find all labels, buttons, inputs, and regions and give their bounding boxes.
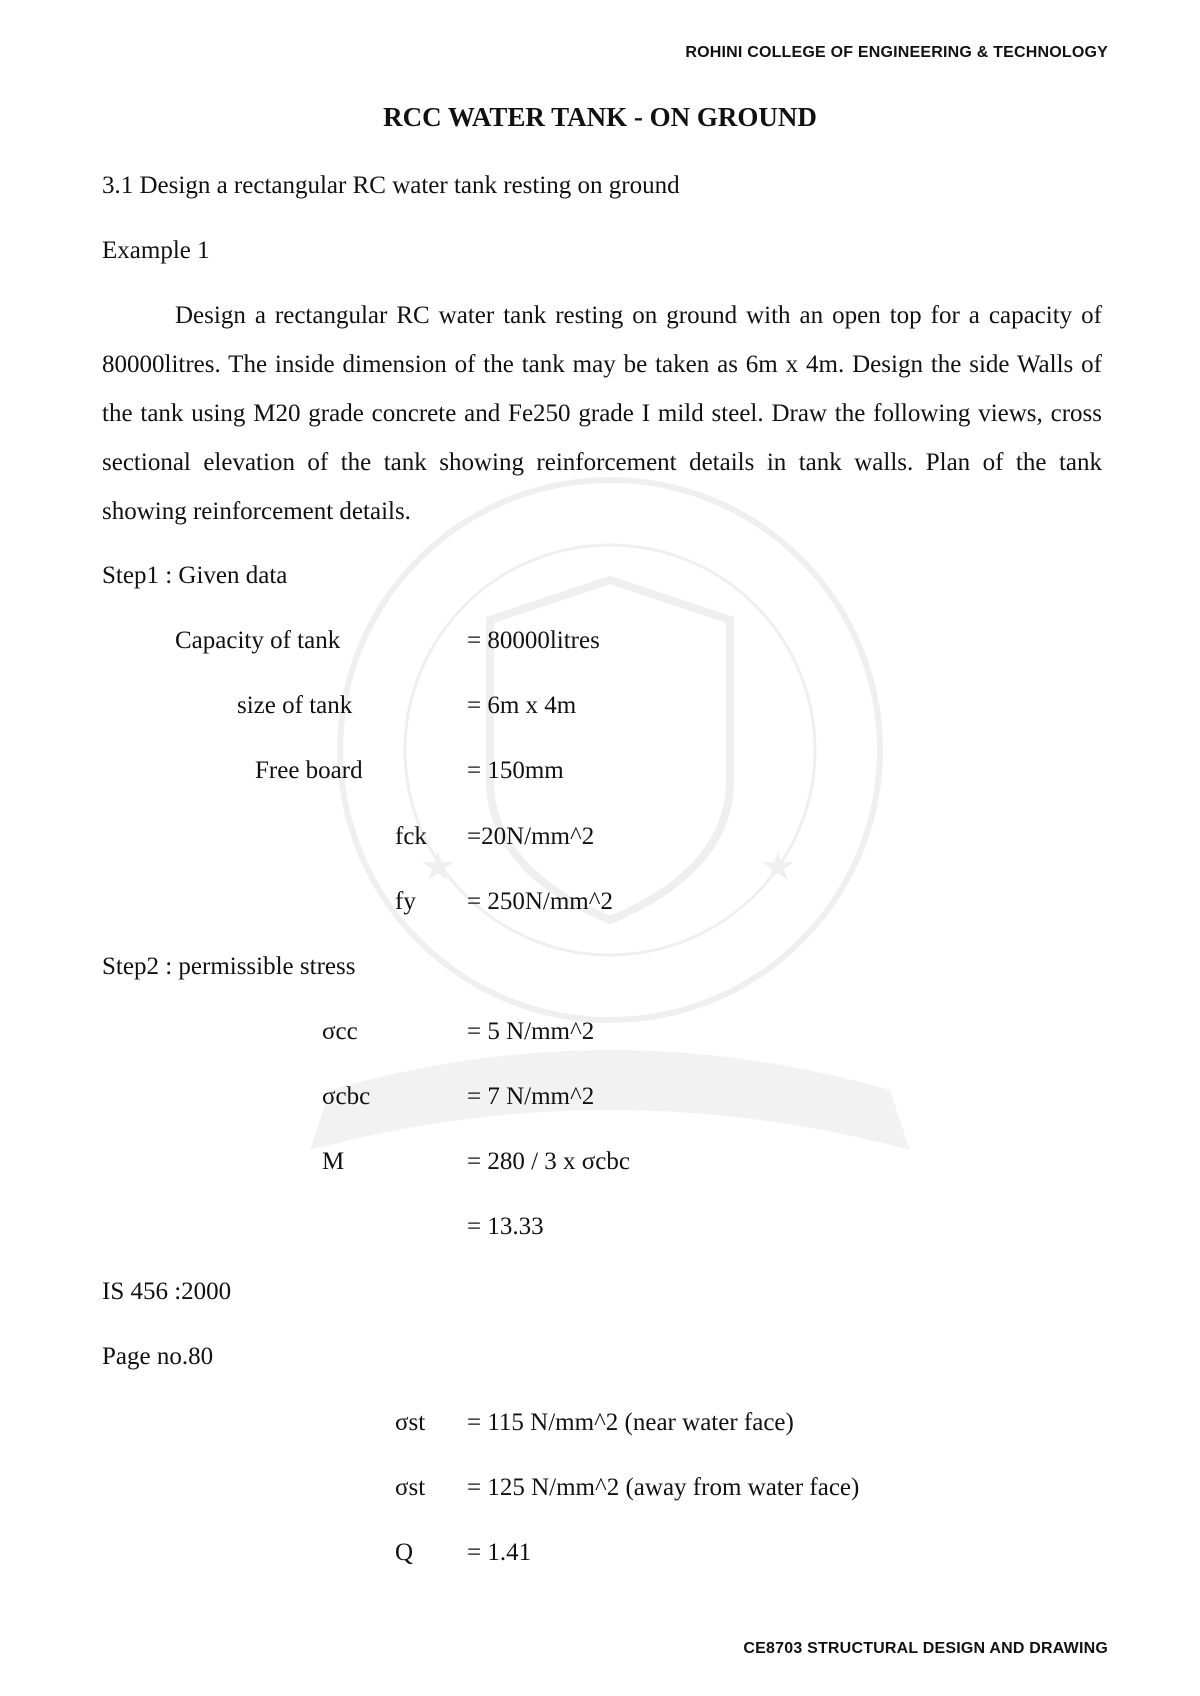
stress-sst-away-value: = 125 N/mm^2 (away from water face)	[467, 1474, 860, 1501]
given-fy-value: = 250N/mm^2	[467, 888, 613, 915]
given-capacity-value: = 80000litres	[467, 627, 600, 654]
given-size-value: = 6m x 4m	[467, 692, 577, 719]
given-freeboard-value: = 150mm	[467, 757, 564, 784]
given-fy-label: fy	[395, 888, 416, 915]
page-reference: Page no.80	[102, 1343, 214, 1370]
page-footer: CE8703 STRUCTURAL DESIGN AND DRAWING	[743, 1640, 1108, 1657]
section-heading: 3.1 Design a rectangular RC water tank resting on ground	[102, 172, 680, 199]
given-size-label: size of tank	[237, 692, 353, 719]
step2-heading: Step2 : permissible stress	[102, 953, 356, 980]
problem-statement	[102, 291, 1102, 536]
step1-heading: Step1 : Given data	[102, 562, 288, 589]
given-fck-value: =20N/mm^2	[467, 823, 595, 850]
example-label: Example 1	[102, 237, 210, 264]
stress-sst-near-value: = 115 N/mm^2 (near water face)	[467, 1409, 794, 1436]
modular-ratio-label: M	[322, 1148, 345, 1175]
stress-scbc-label: σcbc	[322, 1083, 371, 1110]
stress-scc-label: σcc	[322, 1018, 358, 1045]
svg-text:★: ★	[420, 844, 456, 890]
given-freeboard-label: Free board	[255, 757, 363, 784]
factor-q-value: = 1.41	[467, 1539, 532, 1566]
problem-statement-text: Design a rectangular RC water tank resting on ground with an open top for a capacity of 80000litres. The inside dimension of the tank may be taken as 6m x 4m. Design the side Walls of the tank using M20 grade concrete and Fe250 grade I mild steel. Draw the following views, cross sectional elevation of the tank showing reinforcement details in tank walls. Plan of the tank showing reinforcement details.	[102, 302, 1102, 525]
code-reference: IS 456 :2000	[102, 1278, 232, 1305]
stress-sst-away-label: σst	[395, 1474, 426, 1501]
college-emblem-watermark	[290, 450, 930, 1250]
given-fck-label: fck	[395, 823, 427, 850]
given-capacity-label: Capacity of tank	[175, 627, 341, 654]
stress-scbc-value: = 7 N/mm^2	[467, 1083, 595, 1110]
svg-text:★: ★	[760, 844, 796, 890]
page-title: RCC WATER TANK - ON GROUND	[383, 102, 817, 132]
page-header: ROHINI COLLEGE OF ENGINEERING & TECHNOLOGY	[685, 44, 1108, 61]
stress-sst-near-label: σst	[395, 1409, 426, 1436]
factor-q-label: Q	[395, 1539, 414, 1566]
modular-ratio-result: = 13.33	[467, 1213, 544, 1240]
modular-ratio-formula: = 280 / 3 x σcbc	[467, 1148, 630, 1175]
stress-scc-value: = 5 N/mm^2	[467, 1018, 595, 1045]
